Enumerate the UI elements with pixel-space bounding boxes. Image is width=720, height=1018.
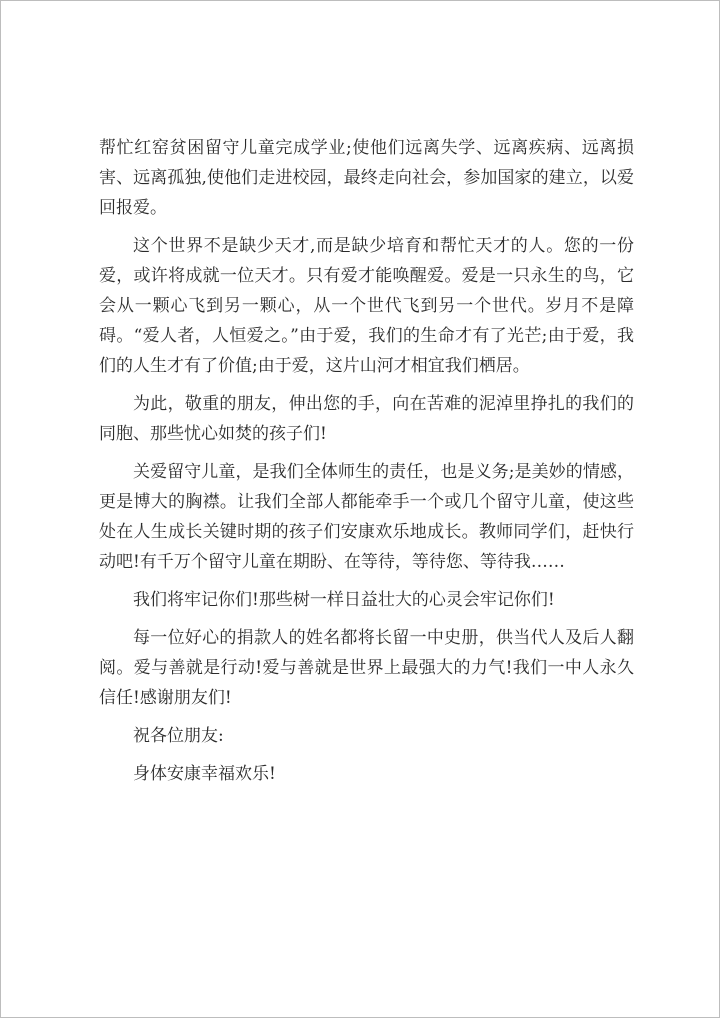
paragraph-6: 每一位好心的捐款人的姓名都将长留一中史册，供当代人及后人翻阅。爱与善就是行动!爱与善就是世界上最强大的力气!我们一中人永久信任!感谢朋友们! xyxy=(99,628,634,708)
paragraph-5: 我们将牢记你们!那些树一样日益壮大的心灵会牢记你们! xyxy=(133,590,555,610)
paragraph-7: 祝各位朋友: xyxy=(133,726,224,746)
paragraph-2: 这个世界不是缺少天才,而是缺少培育和帮忙天才的人。您的一份爱，或许将成就一位天才。只有爱才能唤醒爱。爱是一只永生的鸟，它会从一颗心飞到另一颗心，从一个世代飞到另一个世代。岁月不是障碍。“爱人者，人恒爱之。”由于爱，我们的生命才有了光芒;由于爱，我们的人生才有了价值;由于爱，这片山河才相宜我们栖居。 xyxy=(99,236,634,376)
paragraph-3: 为此，敬重的朋友，伸出您的手，向在苦难的泥淖里挣扎的我们的同胞、那些忧心如焚的孩子们! xyxy=(99,394,634,444)
paragraph-4: 关爱留守儿童，是我们全体师生的责任，也是义务;是美妙的情感，更是博大的胸襟。让我们全部人都能牵手一个或几个留守儿童，使这些处在人生成长关键时期的孩子们安康欢乐地成长。教师同学们，赶快行动吧!有千万个留守儿童在期盼、在等待，等待您、等待我…… xyxy=(99,462,634,572)
document-body xyxy=(99,133,634,797)
paragraph-1: 帮忙红窑贫困留守儿童完成学业;使他们远离失学、远离疾病、远离损害、远离孤独,使他们走进校园，最终走向社会，参加国家的建立，以爱回报爱。 xyxy=(99,138,634,218)
paragraph-8: 身体安康幸福欢乐! xyxy=(133,764,276,784)
